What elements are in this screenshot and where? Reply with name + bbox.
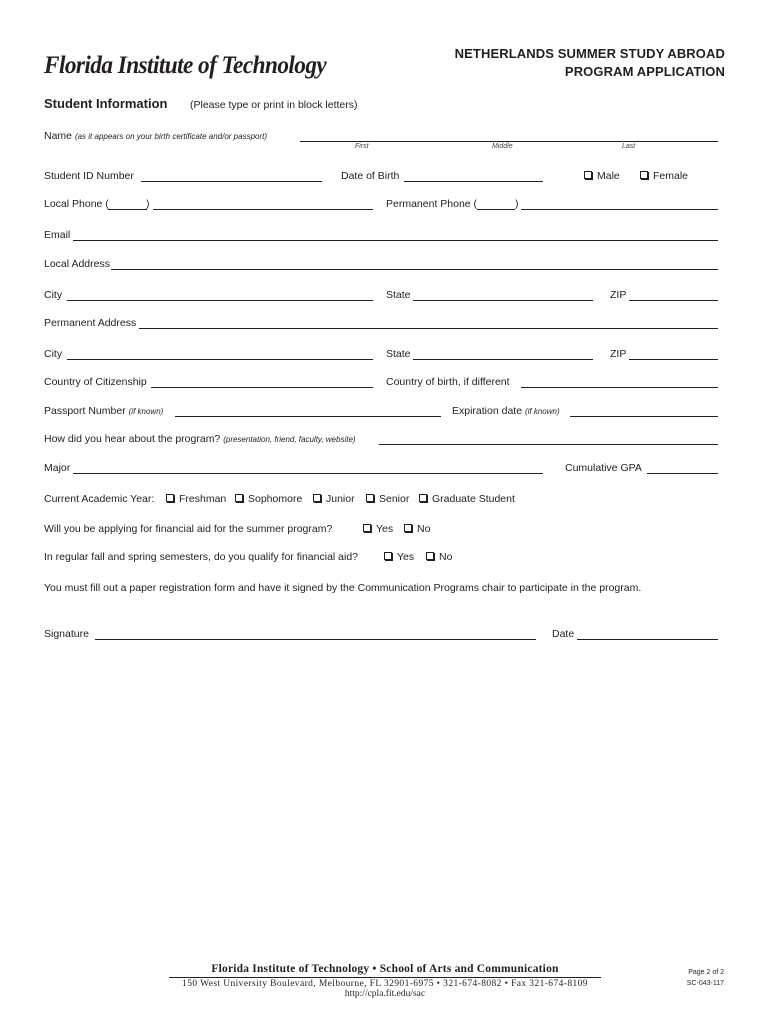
- academic-year-label: Current Academic Year:: [44, 493, 155, 505]
- dob-label: Date of Birth: [341, 170, 400, 182]
- name-field[interactable]: [300, 141, 718, 142]
- graduate-label: Graduate Student: [432, 493, 515, 505]
- qualify-yes-option[interactable]: [384, 551, 414, 563]
- permanent-phone-field[interactable]: [521, 209, 718, 210]
- qualify-yes-label: Yes: [397, 551, 415, 563]
- passport-label-text: Passport Number: [44, 405, 126, 417]
- hear-label-text: How did you hear about the program?: [44, 433, 221, 445]
- name-label-text: Name: [44, 130, 73, 142]
- form-title-line1: NETHERLANDS SUMMER STUDY ABROAD: [454, 46, 725, 61]
- qualify-yes-checkbox[interactable]: [384, 552, 392, 560]
- permanent-address-label: Permanent Address: [44, 317, 137, 329]
- footer-address: 150 West University Boulevard, Melbourne, FL 32901-6975 • 321-674-8082 • Fax 321-674-8109: [182, 979, 588, 989]
- country-birth-label: Country of birth, if different: [386, 376, 510, 388]
- permanent-phone-close: ): [515, 198, 519, 210]
- country-citizenship-label: Country of Citizenship: [44, 376, 147, 388]
- signature-label: Signature: [44, 628, 89, 640]
- year-option-freshman[interactable]: [166, 493, 226, 505]
- female-checkbox[interactable]: [640, 171, 648, 179]
- registration-notice: You must fill out a paper registration form and have it signed by the Communication Programs chair to participate in the program.: [44, 582, 642, 594]
- form-title: [455, 45, 725, 81]
- page-info: [687, 967, 724, 989]
- sophomore-label: Sophomore: [248, 493, 303, 505]
- permanent-zip-field[interactable]: [629, 359, 718, 360]
- footer-title: Florida Institute of Technology • School of Arts and Communication: [211, 963, 559, 975]
- local-city-field[interactable]: [67, 300, 373, 301]
- major-label: Major: [44, 462, 71, 474]
- signature-field[interactable]: [95, 639, 536, 640]
- male-checkbox[interactable]: [584, 171, 592, 179]
- local-city-label: City: [44, 289, 63, 301]
- senior-label: Senior: [379, 493, 410, 505]
- passport-field[interactable]: [175, 416, 441, 417]
- major-field[interactable]: [73, 473, 543, 474]
- local-address-field[interactable]: [111, 269, 718, 270]
- expiration-field[interactable]: [570, 416, 718, 417]
- permanent-city-label: City: [44, 348, 63, 360]
- expiration-label-text: Expiration date: [452, 405, 523, 417]
- local-address-label: Local Address: [44, 258, 110, 270]
- passport-label: [44, 405, 163, 417]
- aid-no-label: No: [417, 523, 431, 535]
- email-label: Email: [44, 229, 71, 241]
- local-zip-field[interactable]: [629, 300, 718, 301]
- local-phone-area-field[interactable]: [108, 209, 147, 210]
- name-last-caption: Last: [622, 143, 636, 150]
- form-title-line2: PROGRAM APPLICATION: [564, 64, 725, 79]
- permanent-address-field[interactable]: [139, 328, 718, 329]
- student-id-label: Student ID Number: [44, 170, 134, 182]
- name-middle-caption: Middle: [492, 143, 513, 150]
- country-citizenship-field[interactable]: [151, 387, 373, 388]
- year-option-junior[interactable]: [313, 493, 355, 505]
- local-phone-field[interactable]: [153, 209, 373, 210]
- section-note: (Please type or print in block letters): [190, 99, 358, 111]
- aid-yes-option[interactable]: [363, 523, 393, 535]
- qualify-no-checkbox[interactable]: [426, 552, 434, 560]
- name-first-caption: First: [355, 143, 369, 150]
- freshman-checkbox[interactable]: [166, 494, 174, 502]
- qualify-no-option[interactable]: [426, 551, 452, 563]
- year-option-senior[interactable]: [366, 493, 409, 505]
- date-field[interactable]: [577, 639, 718, 640]
- aid-question: Will you be applying for financial aid for the summer program?: [44, 523, 333, 535]
- hear-note: (presentation, friend, faculty, website): [223, 435, 356, 444]
- permanent-zip-label: ZIP: [610, 348, 627, 360]
- local-phone-label: Local Phone (: [44, 198, 109, 210]
- hear-label: [44, 433, 356, 445]
- footer: [0, 963, 770, 999]
- sophomore-checkbox[interactable]: [235, 494, 243, 502]
- year-option-sophomore[interactable]: [235, 493, 302, 505]
- aid-no-option[interactable]: [404, 523, 430, 535]
- local-state-field[interactable]: [413, 300, 593, 301]
- senior-checkbox[interactable]: [366, 494, 374, 502]
- qualify-question: In regular fall and spring semesters, do you qualify for financial aid?: [44, 551, 359, 563]
- graduate-checkbox[interactable]: [419, 494, 427, 502]
- female-option[interactable]: [640, 170, 688, 182]
- junior-checkbox[interactable]: [313, 494, 321, 502]
- name-label: [44, 130, 267, 142]
- female-label: Female: [653, 170, 689, 182]
- aid-yes-label: Yes: [376, 523, 394, 535]
- permanent-phone-label: Permanent Phone (: [386, 198, 478, 210]
- date-label: Date: [552, 628, 575, 640]
- freshman-label: Freshman: [179, 493, 227, 505]
- footer-rule: [169, 977, 601, 978]
- gpa-field[interactable]: [647, 473, 718, 474]
- qualify-no-label: No: [439, 551, 453, 563]
- aid-yes-checkbox[interactable]: [363, 524, 371, 532]
- hear-field[interactable]: [379, 444, 718, 445]
- dob-field[interactable]: [404, 181, 543, 182]
- student-id-field[interactable]: [141, 181, 322, 182]
- year-option-graduate[interactable]: [419, 493, 515, 505]
- permanent-phone-area-field[interactable]: [477, 209, 515, 210]
- male-option[interactable]: [584, 170, 620, 182]
- footer-url: http://cpla.fit.edu/sac: [344, 989, 426, 999]
- local-zip-label: ZIP: [610, 289, 627, 301]
- passport-note: (if known): [128, 407, 164, 416]
- local-phone-close: ): [146, 198, 150, 210]
- permanent-city-field[interactable]: [67, 359, 373, 360]
- name-note: (as it appears on your birth certificate and/or passport): [74, 132, 268, 141]
- institution-logo: Florida Institute of Technology: [44, 52, 327, 79]
- expiration-label: [452, 405, 560, 417]
- junior-label: Junior: [326, 493, 355, 505]
- section-title: Student Information: [44, 96, 168, 111]
- form-code: SC-043-117: [686, 980, 724, 987]
- expiration-note: (if known): [524, 407, 560, 416]
- page-number: Page 2 of 2: [688, 969, 724, 976]
- permanent-state-field[interactable]: [413, 359, 593, 360]
- permanent-state-label: State: [386, 348, 411, 360]
- local-state-label: State: [386, 289, 411, 301]
- email-field[interactable]: [73, 240, 718, 241]
- male-label: Male: [597, 170, 620, 182]
- gpa-label: Cumulative GPA: [565, 462, 642, 474]
- country-birth-field[interactable]: [521, 387, 718, 388]
- aid-no-checkbox[interactable]: [404, 524, 412, 532]
